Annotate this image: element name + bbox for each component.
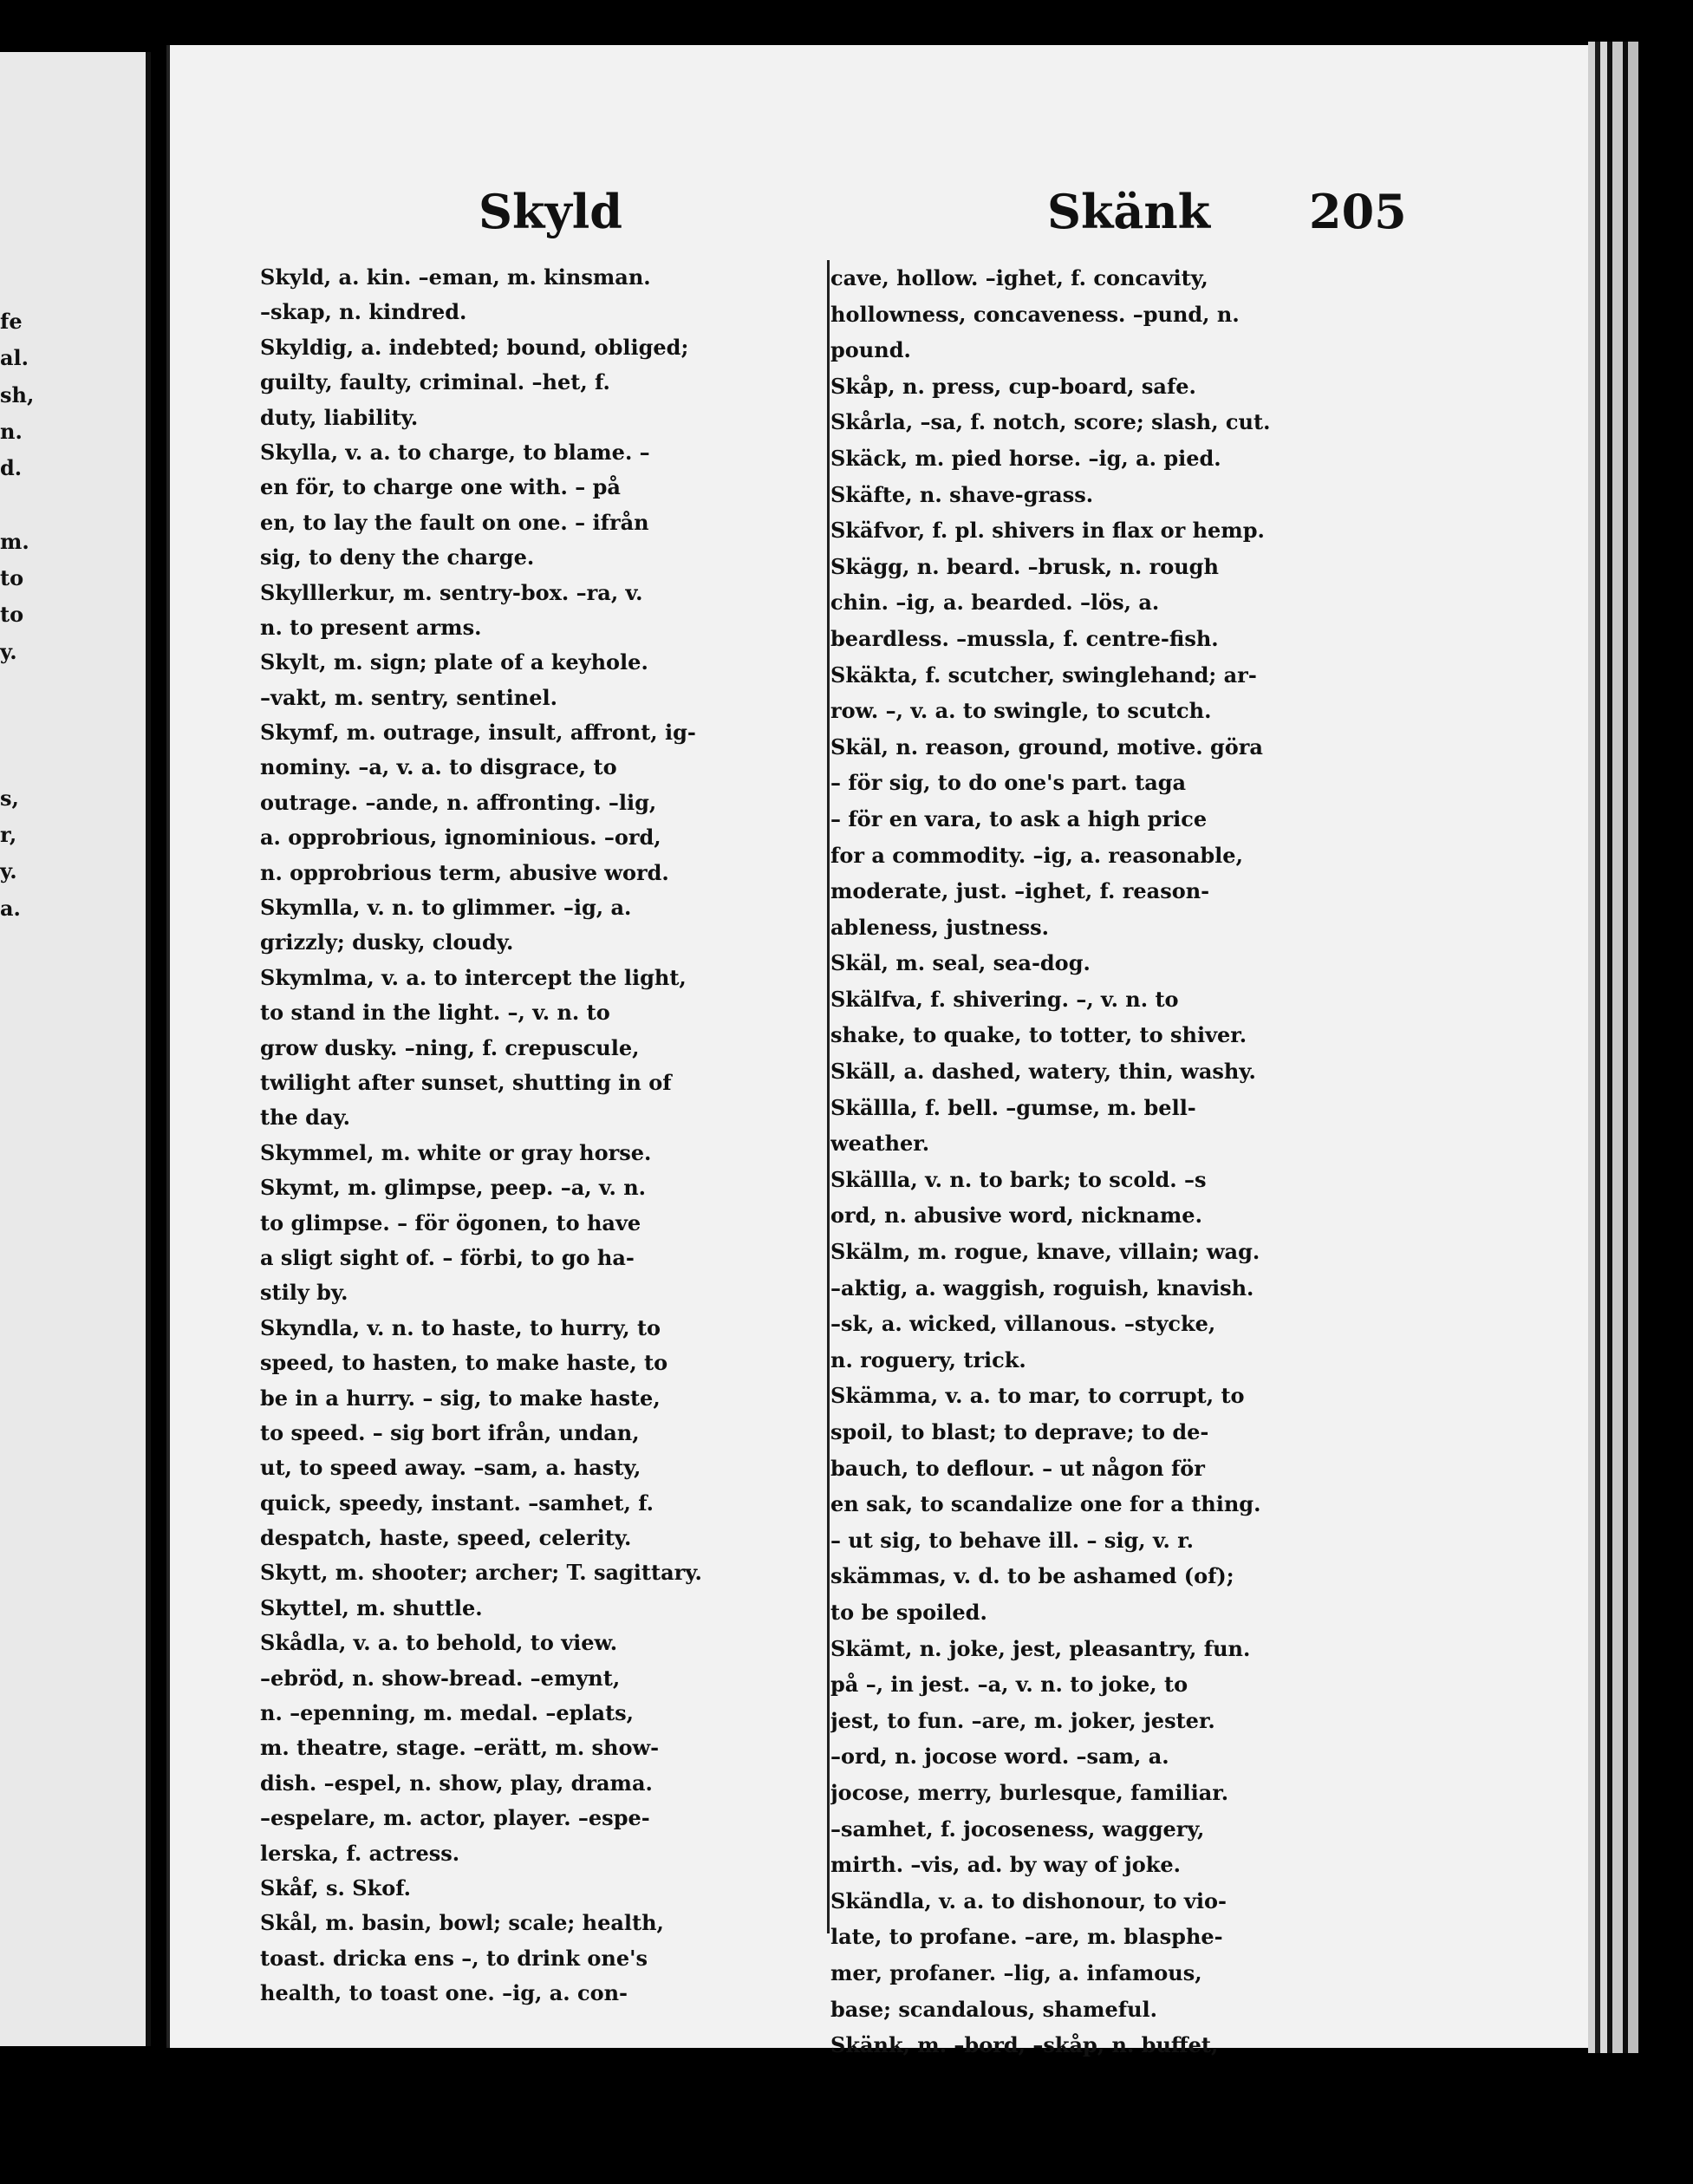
dictionary-line: Skälfva, f. shivering. –, v. n. to [830,986,1179,1012]
dictionary-line: duty, liability. [260,404,419,430]
dictionary-line: på –, in jest. –a, v. n. to joke, to [830,1672,1188,1698]
dictionary-line: Skål, m. basin, bowl; scale; health, [260,1910,664,1936]
dictionary-line: ableness, justness. [830,914,1049,940]
fragment-text: to [0,602,24,628]
dictionary-line: Skåp, n. press, cup-board, safe. [830,373,1196,399]
dictionary-line: – ut sig, to behave ill. – sig, v. r. [830,1527,1195,1553]
fragment-text [0,1183,35,1220]
fragment-text: s, [0,785,19,811]
dictionary-line: Skämma, v. a. to mar, to corrupt, to [830,1383,1245,1409]
dictionary-line: en, to lay the fault on one. – ifrån [260,509,649,535]
dictionary-line: Skylllerkur, m. sentry-box. –ra, v. [260,579,643,605]
dictionary-line: – för sig, to do one's part. taga [830,770,1187,796]
fragment-text: fe [0,309,23,334]
dictionary-line: jest, to fun. –are, m. joker, jester. [830,1707,1215,1733]
dictionary-line: late, to profane. –are, m. blasphe- [830,1924,1223,1950]
dictionary-line: Skällla, f. bell. –gumse, m. bell- [830,1094,1196,1120]
dictionary-line: en för, to charge one with. – på [260,474,621,500]
dictionary-line: hollowness, concaveness. –pund, n. [830,301,1240,327]
dictionary-line: toast. dricka ens –, to drink one's [260,1945,648,1971]
dictionary-line: outrage. –ande, n. affronting. –lig, [260,789,657,815]
dictionary-line: cave, hollow. –ighet, f. concavity, [830,265,1208,290]
dictionary-line: –skap, n. kindred. [260,299,467,325]
dictionary-line: bauch, to deflour. – ut någon för [830,1455,1205,1481]
dictionary-line: Skytt, m. shooter; archer; T. sagittary. [260,1560,702,1586]
dictionary-line: ut, to speed away. –sam, a. hasty, [260,1455,641,1481]
dictionary-line: Skyldig, a. indebted; bound, obliged; [260,334,689,360]
fragment-text [0,1147,35,1183]
dictionary-line: jocose, merry, burlesque, familiar. [830,1779,1229,1805]
fragment-text [0,486,35,523]
dictionary-line: ord, n. abusive word, nickname. [830,1203,1202,1229]
dictionary-line: for a commodity. –ig, a. reasonable, [830,842,1243,868]
fragment-text [0,1294,35,1330]
dictionary-line: grizzly; dusky, cloudy. [260,929,514,955]
dictionary-line: to speed. – sig bort ifrån, undan, [260,1419,640,1445]
dictionary-line: speed, to hasten, to make haste, to [260,1350,668,1376]
dictionary-line: Skåf, s. Skof. [260,1874,412,1900]
dictionary-line: a. opprobrious, ignominious. –ord, [260,825,661,851]
dictionary-line: Skymmel, m. white or gray horse. [260,1139,652,1165]
dictionary-line: mer, profaner. –lig, a. infamous, [830,1959,1202,1985]
dictionary-line: Skäfte, n. shave-grass. [830,481,1094,507]
fragment-text: m. [0,528,29,554]
dictionary-line: Skäl, m. seal, sea-dog. [830,950,1091,976]
fragment-text: r, [0,822,17,848]
fragment-text: y. [0,858,17,884]
fragment-text [0,1073,35,1110]
fragment-text [0,1001,35,1037]
dictionary-line: Skymlma, v. a. to intercept the light, [260,964,687,990]
dictionary-line: m. theatre, stage. –erätt, m. show- [260,1735,660,1761]
left-column [260,260,828,2011]
fragment-text [0,1330,35,1366]
dictionary-line: stily by. [260,1280,348,1306]
page-number: 205 [1309,184,1407,239]
dictionary-line: twilight after sunset, shutting in of [260,1069,672,1095]
right-column [830,260,1384,2063]
dictionary-line: nominy. –a, v. a. to disgrace, to [260,754,617,780]
dictionary-line: en sak, to scandalize one for a thing. [830,1491,1261,1517]
dictionary-line: pound. [830,337,911,363]
dictionary-line: Skymf, m. outrage, insult, affront, ig- [260,720,696,746]
fragment-text: to [0,565,24,591]
fragment-text [0,1037,35,1073]
dictionary-line: Skägg, n. beard. –brusk, n. rough [830,553,1219,579]
guide-word-left: Skyld [479,184,623,239]
fragment-text: d. [0,455,23,481]
dictionary-line: –sk, a. wicked, villanous. –stycke, [830,1311,1216,1337]
dictionary-line: Skäll, a. dashed, watery, thin, washy. [830,1059,1256,1085]
dictionary-line: Skyndla, v. n. to haste, to hurry, to [260,1314,661,1340]
dictionary-line: base; scandalous, shameful. [830,1996,1158,2022]
dictionary-line: moderate, just. –ighet, f. reason- [830,878,1210,904]
dictionary-line: mirth. –vis, ad. by way of joke. [830,1852,1181,1878]
fragment-text [0,1257,35,1294]
dictionary-line: despatch, haste, speed, celerity. [260,1525,632,1551]
dictionary-line: quick, speedy, instant. –samhet, f. [260,1490,654,1516]
dictionary-line: beardless. –mussla, f. centre-fish. [830,625,1219,651]
dictionary-line: Skäl, n. reason, ground, motive. göra [830,733,1263,760]
dictionary-line: –ord, n. jocose word. –sam, a. [830,1744,1169,1770]
fragment-text: al. [0,345,29,371]
dictionary-line: weather. [830,1131,930,1157]
dictionary-line: Skäfvor, f. pl. shivers in flax or hemp. [830,518,1265,544]
dictionary-line: Skårla, –sa, f. notch, score; slash, cut. [830,409,1271,435]
fragment-text [0,707,35,743]
dictionary-line: health, to toast one. –ig, a. con- [260,1980,628,2006]
dictionary-line: a sligt sight of. – förbi, to go ha- [260,1244,635,1270]
dictionary-line: Skäck, m. pied horse. –ig, a. pied. [830,445,1221,471]
dictionary-line: Skylt, m. sign; plate of a keyhole. [260,649,648,675]
dictionary-line: –vakt, m. sentry, sentinel. [260,684,557,710]
dictionary-line: Skådla, v. a. to behold, to view. [260,1630,618,1656]
fragment-text: y. [0,638,17,664]
dictionary-line: grow dusky. –ning, f. crepuscule, [260,1034,640,1060]
previous-page-text-fragments [0,303,35,1367]
dictionary-line: lerska, f. actress. [260,1840,460,1866]
guide-word-right: Skänk [1047,184,1211,239]
book-page-edges [1588,42,1649,2053]
dictionary-line: –samhet, f. jocoseness, waggery, [830,1816,1205,1842]
dictionary-line: Skäkta, f. scutcher, swinglehand; ar- [830,662,1257,688]
dictionary-line: skämmas, v. d. to be ashamed (of); [830,1563,1234,1589]
previous-page-edge [0,52,151,2046]
dictionary-line: to stand in the light. –, v. n. to [260,1000,610,1026]
dictionary-line: spoil, to blast; to deprave; to de- [830,1419,1209,1444]
dictionary-line: the day. [260,1105,351,1131]
dictionary-line: Skyld, a. kin. –eman, m. kinsman. [260,264,651,290]
fragment-text: a. [0,895,21,921]
dictionary-line: Skänk, m. –bord, –skåp, n. buffet, [830,2032,1219,2058]
dictionary-line: Skymlla, v. n. to glimmer. –ig, a. [260,895,632,921]
dictionary-line: Skyttel, m. shuttle. [260,1594,483,1620]
dictionary-line: row. –, v. a. to swingle, to scutch. [830,698,1212,724]
fragment-text: n. [0,418,23,444]
dictionary-line: sig, to deny the charge. [260,544,535,570]
dictionary-line: n. to present arms. [260,614,482,640]
dictionary-line: to be spoiled. [830,1599,987,1625]
dictionary-line: n. –epenning, m. medal. –eplats, [260,1700,635,1726]
dictionary-line: Skändla, v. a. to dishonour, to vio- [830,1887,1227,1913]
column-divider [827,260,830,1933]
dictionary-line: –ebröd, n. show-bread. –emynt, [260,1665,621,1691]
fragment-text [0,670,35,707]
dictionary-line: Skylla, v. a. to charge, to blame. – [260,439,650,465]
dictionary-line: to glimpse. – för ögonen, to have [260,1209,641,1235]
dictionary-line: Skällla, v. n. to bark; to scold. –s [830,1166,1207,1192]
dictionary-line: shake, to quake, to totter, to shiver. [830,1022,1247,1048]
dictionary-line: Skymt, m. glimpse, peep. –a, v. n. [260,1175,647,1201]
dictionary-line: Skälm, m. rogue, knave, villain; wag. [830,1239,1260,1265]
fragment-text: sh, [0,381,35,407]
dictionary-line: n. roguery, trick. [830,1346,1026,1372]
dictionary-line: –aktig, a. waggish, roguish, knavish. [830,1275,1254,1301]
dictionary-line: Skämt, n. joke, jest, pleasantry, fun. [830,1635,1251,1661]
dictionary-line: be in a hurry. – sig, to make haste, [260,1385,661,1411]
fragment-text [0,1220,35,1256]
dictionary-line: –espelare, m. actor, player. –espe- [260,1805,650,1831]
dictionary-line: guilty, faulty, criminal. –het, f. [260,369,610,395]
dictionary-line: – för en vara, to ask a high price [830,805,1208,831]
fragment-text [0,963,35,1000]
dictionary-line: n. opprobrious term, abusive word. [260,859,669,885]
fragment-text [0,744,35,780]
fragment-text [0,927,35,963]
fragment-text [0,1111,35,1147]
dictionary-line: chin. –ig, a. bearded. –lös, a. [830,590,1160,616]
dictionary-line: dish. –espel, n. show, play, drama. [260,1770,653,1796]
